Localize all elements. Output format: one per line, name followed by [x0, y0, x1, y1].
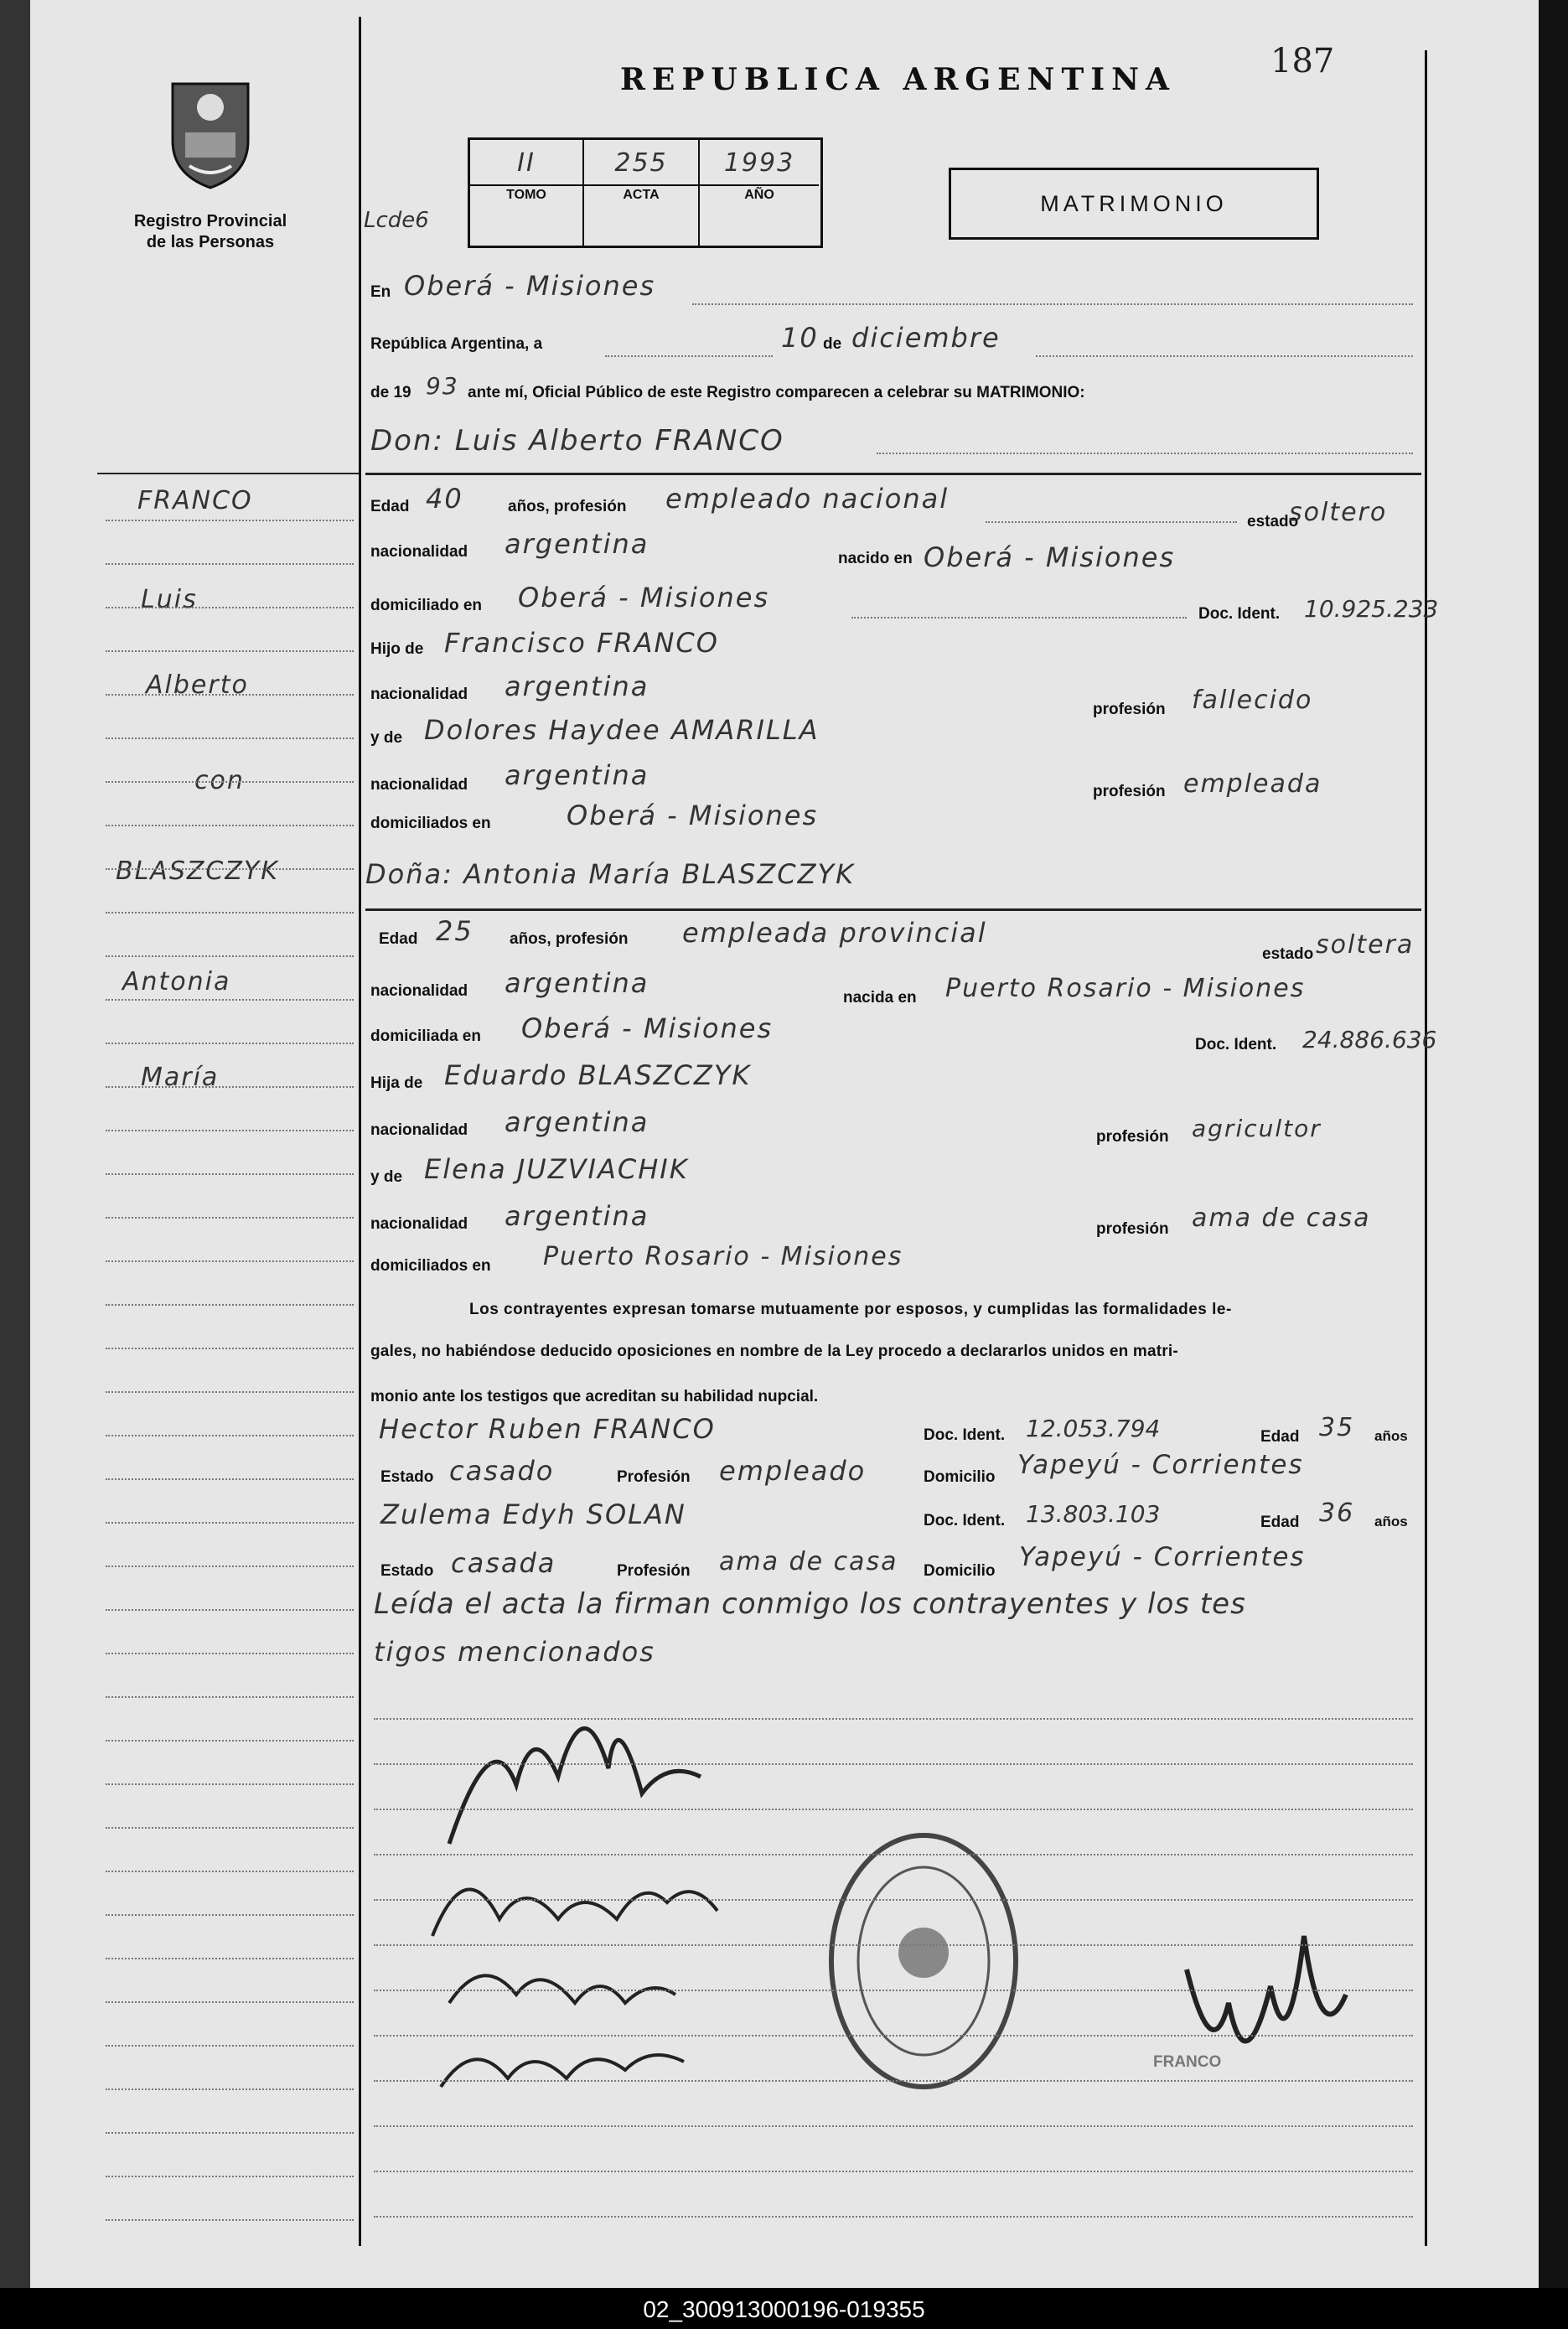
- groom-profesion: empleado nacional: [665, 483, 950, 515]
- intro-rep-label: República Argentina, a: [370, 335, 543, 353]
- intro-de-year-prefix: de 19: [370, 384, 411, 401]
- witness-1-dom-label: Domicilio: [924, 1468, 996, 1486]
- groom-padre-prof: fallecido: [1192, 686, 1313, 715]
- signature-1: [449, 1728, 701, 1844]
- witness-1-dom: Yapeyú - Corrientes: [1017, 1450, 1304, 1480]
- official-seal-stamp: [823, 1827, 1024, 2095]
- country-title: REPUBLICA ARGENTINA: [620, 62, 1176, 97]
- intro-month: diciembre: [851, 322, 1001, 354]
- groom-domicilio: Oberá - Misiones: [518, 582, 770, 613]
- bride-name: Doña: Antonia María BLASZCZYK: [365, 858, 856, 890]
- witness-2-estado: casada: [451, 1547, 556, 1579]
- groom-madre-nac-label: nacionalidad: [370, 776, 468, 794]
- intro-de-label: de: [823, 335, 842, 353]
- witness-1-prof: empleado: [719, 1455, 867, 1487]
- bride-madre: Elena JUZVIACHIK: [424, 1153, 689, 1185]
- officer-signature: [1178, 1902, 1371, 2120]
- bride-madre-prof: ama de casa: [1192, 1203, 1371, 1233]
- groom-separator: [365, 473, 1421, 475]
- groom-doc-label: Doc. Ident.: [1198, 605, 1281, 623]
- margin-given-2b: María: [141, 1063, 220, 1092]
- groom-nacido-en: Oberá - Misiones: [924, 541, 1176, 573]
- bride-doms-label: domiciliados en: [370, 1257, 491, 1275]
- bride-doc: 24.886.636: [1302, 1026, 1437, 1053]
- witness-1-anos-label: años: [1374, 1428, 1408, 1444]
- groom-hijo-label: Hijo de: [370, 640, 424, 658]
- intro-clause: ante mí, Oficial Público de este Registro comparecen a celebrar su MATRIMONIO:: [468, 384, 1085, 401]
- groom-madre: Dolores Haydee AMARILLA: [424, 714, 820, 746]
- declaration-line-3: monio ante los testigos que acreditan su habilidad nupcial.: [370, 1388, 819, 1405]
- witness-1-prof-label: Profesión: [617, 1468, 691, 1486]
- anio-value: 1993: [723, 148, 795, 178]
- groom-padres-dom: Oberá - Misiones: [567, 800, 819, 831]
- margin-divider-line: [359, 17, 361, 2246]
- witness-2-name: Zulema Edyh SOLAN: [380, 1498, 686, 1530]
- groom-estado-label: estado: [1247, 513, 1299, 530]
- record-type-box: MATRIMONIO: [949, 168, 1319, 240]
- declaration-line-1: Los contrayentes expresan tomarse mutuamente por esposos, y cumplidas las formalidades le-: [469, 1301, 1232, 1318]
- intro-en-label: En: [370, 283, 391, 301]
- witness-1-doc-label: Doc. Ident.: [924, 1426, 1006, 1444]
- groom-padre-nac: argentina: [505, 670, 649, 702]
- witness-2-prof: ama de casa: [719, 1547, 898, 1576]
- bride-padres-dom: Puerto Rosario - Misiones: [543, 1242, 903, 1271]
- witness-1-edad-label: Edad: [1260, 1428, 1300, 1446]
- bride-nacionalidad: argentina: [505, 967, 649, 999]
- anio-cell: [700, 140, 819, 246]
- bride-domicilio: Oberá - Misiones: [521, 1012, 774, 1044]
- bride-padre-nac-label: nacionalidad: [370, 1121, 468, 1139]
- signature-4: [441, 2055, 684, 2087]
- bride-estado: soltera: [1316, 930, 1415, 960]
- groom-doc: 10.925.233: [1304, 595, 1439, 623]
- witness-2-estado-label: Estado: [380, 1562, 434, 1580]
- bride-separator: [365, 908, 1421, 911]
- groom-edad: 40: [426, 483, 463, 515]
- bride-padre: Eduardo BLASZCZYK: [444, 1059, 752, 1091]
- groom-padre-prof-label: profesión: [1093, 701, 1166, 718]
- margin-con: con: [194, 766, 245, 795]
- margin-surname-2: BLASZCZYK: [116, 857, 279, 886]
- bride-madre-nac: argentina: [505, 1200, 649, 1232]
- witness-2-edad: 36: [1319, 1498, 1355, 1528]
- intro-day: 10: [781, 322, 819, 354]
- bride-nacida-en: Puerto Rosario - Misiones: [945, 974, 1306, 1003]
- margin-given-1b: Alberto: [146, 670, 249, 700]
- bride-madre-nac-label: nacionalidad: [370, 1215, 468, 1233]
- bride-padre-prof-label: profesión: [1096, 1128, 1169, 1146]
- bride-nac-label: nacionalidad: [370, 982, 468, 1000]
- file-id: 02_300913000196-019355: [643, 2296, 925, 2322]
- acta-cell: [584, 140, 700, 246]
- officer-stamp-text: FRANCO: [1153, 2053, 1222, 2071]
- bride-edad: 25: [436, 915, 474, 947]
- groom-madre-prof: empleada: [1183, 769, 1322, 799]
- witness-1-estado-label: Estado: [380, 1468, 434, 1486]
- closing-line-1: Leída el acta la firman conmigo los contrayentes y los tes: [374, 1587, 1246, 1621]
- bride-nacida-label: nacida en: [843, 989, 917, 1007]
- witness-1-estado: casado: [449, 1455, 555, 1487]
- page-number: 187: [1270, 42, 1335, 80]
- signature-2: [432, 1889, 717, 1936]
- groom-madre-nac: argentina: [505, 759, 649, 791]
- tomo-value: II: [517, 148, 536, 178]
- groom-dom-label: domiciliado en: [370, 597, 483, 614]
- closing-line-2: tigos mencionados: [374, 1636, 655, 1668]
- groom-yde-label: y de: [370, 729, 403, 747]
- declaration-line-2: gales, no habiéndose deducido oposiciones en nombre de la Ley procedo a declararlos unidos en matri-: [370, 1343, 1178, 1360]
- provincial-crest-icon: [164, 74, 256, 191]
- witness-2-doc: 13.803.103: [1026, 1500, 1161, 1528]
- bride-hija-label: Hija de: [370, 1074, 423, 1092]
- witness-2-doc-label: Doc. Ident.: [924, 1512, 1006, 1529]
- right-border-line: [1425, 50, 1427, 2246]
- witness-2-dom-label: Domicilio: [924, 1562, 996, 1580]
- bride-madre-prof-label: profesión: [1096, 1220, 1169, 1238]
- tomo-cell: [470, 140, 584, 246]
- groom-nacido-label: nacido en: [838, 550, 913, 567]
- page-edge-shadow: [1539, 0, 1568, 2329]
- bride-doma-label: domiciliada en: [370, 1027, 481, 1045]
- record-id-box: [468, 137, 823, 248]
- witness-2-prof-label: Profesión: [617, 1562, 691, 1580]
- groom-nac-label: nacionalidad: [370, 543, 468, 561]
- acta-label: ACTA: [584, 184, 698, 203]
- document-page: [30, 0, 1539, 2288]
- code-note: Lcde6: [364, 208, 429, 233]
- witness-2-anos-label: años: [1374, 1514, 1408, 1529]
- groom-madre-prof-label: profesión: [1093, 783, 1166, 800]
- groom-nacionalidad: argentina: [505, 528, 649, 560]
- groom-doms-label: domiciliados en: [370, 815, 491, 832]
- file-footer: [0, 2288, 1568, 2329]
- margin-given-2a: Antonia: [122, 967, 231, 996]
- witness-2-dom: Yapeyú - Corrientes: [1019, 1542, 1306, 1572]
- margin-given-1a: Luis: [141, 585, 198, 614]
- registry-name: Registro Provincial de las Personas: [133, 212, 287, 251]
- intro-year-suffix: 93: [426, 372, 459, 400]
- groom-padre-nac-label: nacionalidad: [370, 686, 468, 703]
- bride-yde-label: y de: [370, 1168, 403, 1186]
- groom-edad-label: Edad: [370, 498, 410, 515]
- tomo-label: TOMO: [470, 184, 582, 203]
- bride-padre-prof: agricultor: [1192, 1115, 1322, 1142]
- bride-padre-nac: argentina: [505, 1106, 649, 1138]
- groom-name: Don: Luis Alberto FRANCO: [370, 424, 784, 458]
- book-binding: [0, 0, 30, 2329]
- groom-estado: soltero: [1289, 498, 1388, 527]
- witness-1-doc: 12.053.794: [1026, 1415, 1161, 1442]
- acta-value: 255: [614, 148, 668, 178]
- bride-edad-label: Edad: [379, 930, 418, 948]
- bride-profesion: empleada provincial: [682, 917, 987, 949]
- margin-surname-1: FRANCO: [137, 486, 253, 515]
- witness-1-name: Hector Ruben FRANCO: [379, 1413, 716, 1445]
- intro-place: Oberá - Misiones: [404, 270, 656, 302]
- bride-estado-label: estado: [1262, 945, 1314, 963]
- bride-anos-prof-label: años, profesión: [510, 930, 629, 948]
- anio-label: AÑO: [700, 184, 819, 203]
- groom-anos-prof-label: años, profesión: [508, 498, 627, 515]
- witness-2-edad-label: Edad: [1260, 1514, 1300, 1531]
- signatures-group: [416, 1668, 784, 2137]
- witness-1-edad: 35: [1319, 1413, 1355, 1442]
- bride-doc-label: Doc. Ident.: [1195, 1036, 1277, 1053]
- groom-padre: Francisco FRANCO: [444, 627, 719, 659]
